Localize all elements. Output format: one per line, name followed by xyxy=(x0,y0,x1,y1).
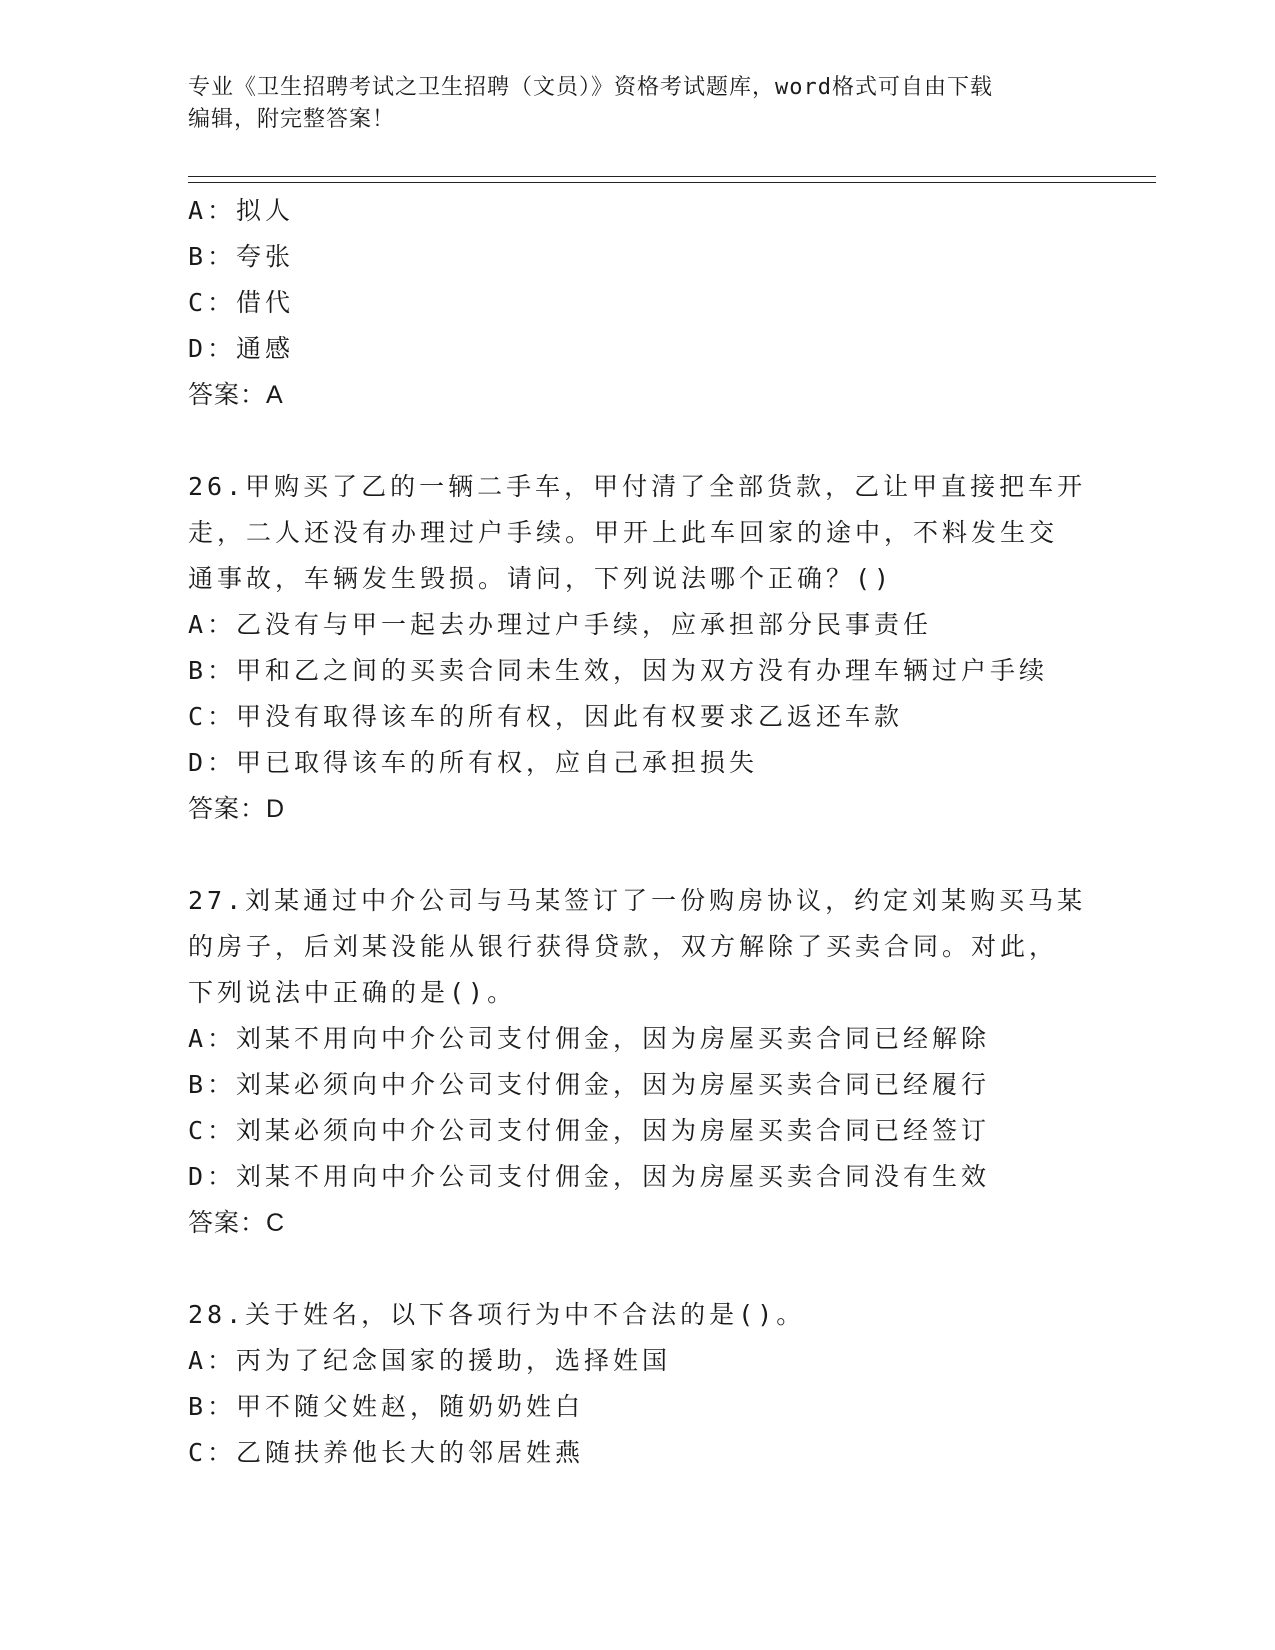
option-a: A：乙没有与甲一起去办理过户手续，应承担部分民事责任 xyxy=(188,610,933,639)
question-stem-line: 的房子，后刘某没能从银行获得贷款，双方解除了买卖合同。对此， xyxy=(188,932,1059,961)
question-stem-line: 27.刘某通过中介公司与马某签订了一份购房协议，约定刘某购买马某 xyxy=(188,886,1087,915)
option-d: D：通感 xyxy=(188,334,295,363)
answer-line: 答案：A xyxy=(188,381,284,409)
question-stem-line: 26.甲购买了乙的一辆二手车，甲付清了全部货款，乙让甲直接把车开 xyxy=(188,472,1087,501)
option-a: A：丙为了纪念国家的援助，选择姓国 xyxy=(188,1346,672,1375)
header-line-2: 编辑，附完整答案！ xyxy=(188,107,396,132)
answer-line: 答案：D xyxy=(188,795,286,823)
option-c: C：借代 xyxy=(188,288,295,317)
question-stem-line: 通事故，车辆发生毁损。请问，下列说法哪个正确？() xyxy=(188,564,894,593)
answer-line: 答案：C xyxy=(188,1209,286,1237)
option-d: D：甲已取得该车的所有权，应自己承担损失 xyxy=(188,748,759,777)
question-27 xyxy=(188,878,1088,1246)
option-b: B：甲和乙之间的买卖合同未生效，因为双方没有办理车辆过户手续 xyxy=(188,656,1049,685)
question-26 xyxy=(188,464,1088,832)
option-c: C：乙随扶养他长大的邻居姓燕 xyxy=(188,1438,585,1467)
document-header xyxy=(188,72,1088,136)
question-28 xyxy=(188,1292,1088,1476)
question-stem-line: 下列说法中正确的是()。 xyxy=(188,978,517,1007)
option-a: A：拟人 xyxy=(188,196,295,225)
option-a: A：刘某不用向中介公司支付佣金，因为房屋买卖合同已经解除 xyxy=(188,1024,991,1053)
option-d: D：刘某不用向中介公司支付佣金，因为房屋买卖合同没有生效 xyxy=(188,1162,991,1191)
question-content xyxy=(188,188,1088,1476)
option-b: B：甲不随父姓赵，随奶奶姓白 xyxy=(188,1392,585,1421)
option-c: C：甲没有取得该车的所有权，因此有权要求乙返还车款 xyxy=(188,702,904,731)
question-25-continued xyxy=(188,188,1088,418)
question-stem-line: 28.关于姓名，以下各项行为中不合法的是()。 xyxy=(188,1300,806,1329)
option-b: B：刘某必须向中介公司支付佣金，因为房屋买卖合同已经履行 xyxy=(188,1070,991,1099)
header-divider-bottom xyxy=(188,182,1156,183)
question-stem-line: 走，二人还没有办理过户手续。甲开上此车回家的途中，不料发生交 xyxy=(188,518,1059,547)
option-b: B：夸张 xyxy=(188,242,295,271)
header-line-1: 专业《卫生招聘考试之卫生招聘（文员）》资格考试题库，word格式可自由下载 xyxy=(188,75,993,100)
header-divider-top xyxy=(188,176,1156,177)
option-c: C：刘某必须向中介公司支付佣金，因为房屋买卖合同已经签订 xyxy=(188,1116,991,1145)
